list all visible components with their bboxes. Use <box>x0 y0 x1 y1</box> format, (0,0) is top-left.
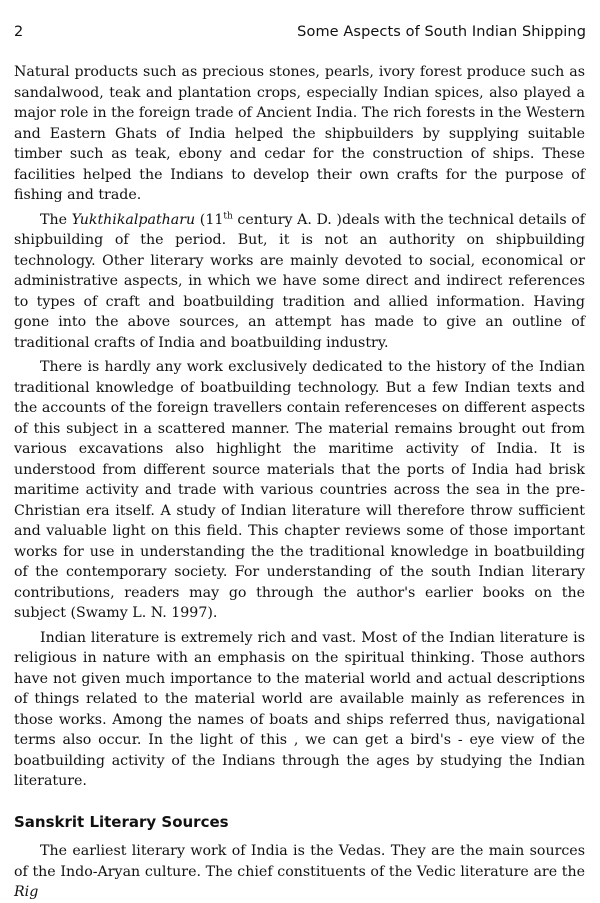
paragraph-vedas <box>14 841 585 903</box>
section-heading: Sanskrit Literary Sources <box>14 812 229 831</box>
paragraph-text: The earliest literary work of India is the Vedas. They are the main sources of the Indo-Aryan culture. The chief constituents of the Vedic literature are the <box>14 843 585 880</box>
italic-term: Rig <box>14 884 39 900</box>
book-title: Yukthikalpatharu <box>71 211 196 228</box>
page-header <box>14 24 586 44</box>
paragraph-text: (11 <box>195 211 224 228</box>
paragraph-indian-literature: Indian literature is extremely rich and vast. Most of the Indian literature is religious in nature with an emphasis on the spiritual thinking. Those authors have not given much importance to the material world and actual descriptions of things related to the material world are available mainly as references in those works. Among the names of boats and ships referred thus, navigational terms also occur. In the light of this , we can get a bird's - eye view of the boatbuilding activity of the Indians through the ages by studying the Indian literature. <box>14 629 585 789</box>
page-body <box>14 62 585 903</box>
superscript: th <box>223 210 233 221</box>
page-number: 2 <box>14 24 24 40</box>
paragraph-text: The <box>40 211 72 228</box>
paragraph-text: century A. D. )deals with the technical details of shipbuilding of the period. But, it is not an authority on shipbuilding technology. Other literary works are mainly devoted to social, economical or administrative aspects, in which we have some direct and indirect references to types of craft and boatbuilding tradition and allied information. Having gone into the above sources, an attempt has made to give an outline of traditional crafts of India and boatbuilding industry. <box>14 211 585 351</box>
paragraph-natural-products: Natural products such as precious stones, pearls, ivory forest produce such as sandalwood, teak and plantation crops, especially Indian spices, also played a major role in the foreign trade of Ancient India. The rich forests in the Western and Eastern Ghats of India helped the shipbuilders by supplying suitable timber such as teak, ebony and cedar for the construction of ships. These facilities helped the Indians to develop their own crafts for the purpose of fishing and trade. <box>14 64 585 203</box>
running-title: Some Aspects of South Indian Shipping <box>297 24 586 40</box>
paragraph-yukthikalpatharu <box>14 210 585 354</box>
paragraph-history: There is hardly any work exclusively dedicated to the history of the Indian traditional knowledge of boatbuilding technology. But a few Indian texts and the accounts of the foreign travellers contain referenceses on different aspects of this subject in a scattered manner. The material remains brought out from various excavations also highlight the maritime activity of India. It is understood from different source materials that the ports of India had brisk maritime activity and trade with various countries across the sea in the pre-Christian era itself. A study of Indian literature will therefore throw sufficient and valuable light on this field. This chapter reviews some of those important works for use in understanding the the traditional knowledge in boatbuilding of the contemporary society. For understanding of the south Indian literary contributions, readers may go through the author's earlier books on the subject (Swamy L. N. 1997). <box>14 359 585 621</box>
